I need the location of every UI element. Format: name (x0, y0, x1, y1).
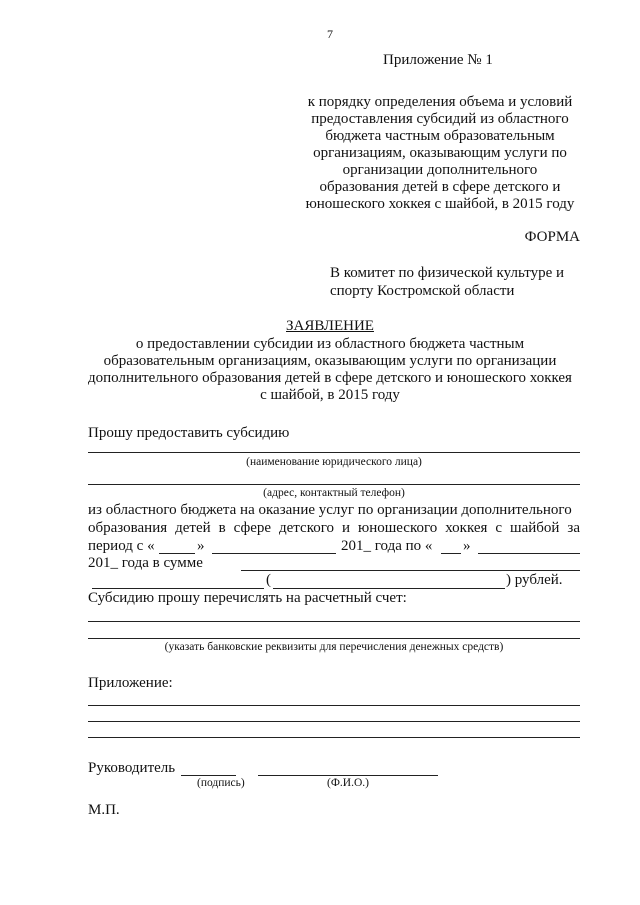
fio-blank[interactable] (258, 775, 438, 776)
addressee-line: В комитет по физической культуре и (330, 265, 565, 281)
name-line[interactable] (88, 452, 580, 453)
address-line[interactable] (88, 484, 580, 485)
fio-hint: (Ф.И.О.) (327, 777, 369, 789)
attachment-line-2[interactable] (88, 721, 580, 722)
sign-hint: (подпись) (197, 777, 245, 789)
attachment-line-1[interactable] (88, 705, 580, 706)
appendix-title: Приложение № 1 (383, 52, 493, 68)
form-label: ФОРМА (524, 229, 580, 245)
period-month-blank[interactable] (212, 553, 336, 554)
subtitle-line: о предоставлении субсидии из областного бюджета частным (135, 336, 525, 352)
word: хоккея (445, 520, 488, 536)
word: в (218, 520, 226, 536)
sum-close: ) рублей. (506, 572, 563, 588)
word: шайбой (510, 520, 560, 536)
stamp-label: М.П. (88, 802, 120, 818)
period-day-blank[interactable] (159, 553, 195, 554)
subtitle-line: с шайбой, в 2015 году (260, 387, 400, 403)
sum-amount-blank[interactable] (92, 588, 264, 589)
addressee-line: спорту Костромской области (330, 283, 515, 299)
appendix-line: организациям, оказывающим услуги по (313, 145, 567, 161)
appendix-line: предоставления субсидий из областного (311, 111, 569, 127)
appendix-line: образования детей в сфере детского и (319, 179, 561, 195)
sum-prefix: 201_ года в сумме (88, 555, 203, 571)
word: и (341, 520, 351, 536)
page-number: 7 (327, 27, 333, 41)
address-hint: (адрес, контактный телефон) (263, 487, 405, 499)
statement-title: ЗАЯВЛЕНИЕ (286, 318, 374, 334)
word: образования (88, 520, 168, 536)
name-hint: (наименование юридического лица) (246, 456, 422, 468)
appendix-line: к порядку определения объема и условий (307, 94, 573, 110)
subtitle-line: образовательным организациям, оказывающим услуги по организации (103, 353, 557, 369)
word: юношеского (357, 520, 438, 536)
appendix-line: юношеского хоккея с шайбой, в 2015 году (305, 196, 575, 212)
period-quote-1: » (197, 538, 205, 554)
period-month2-blank[interactable] (478, 553, 580, 554)
transfer-text: Субсидию прошу перечислять на расчетный счет: (88, 590, 407, 606)
word: с (495, 520, 503, 536)
period-start: период с « (88, 538, 155, 554)
subtitle-line: дополнительного образования детей в сфере детского и юношеского хоккея (88, 370, 572, 386)
attachment-line-3[interactable] (88, 737, 580, 738)
sum-line-1[interactable] (241, 570, 580, 571)
period-quote-2: » (463, 538, 471, 554)
word: за (567, 520, 580, 536)
request-text: Прошу предоставить субсидию (88, 425, 290, 441)
appendix-line: бюджета частным образовательным (325, 128, 555, 144)
bank-hint: (указать банковские реквизиты для перечисления денежных средств) (164, 641, 504, 653)
word: детей (175, 520, 211, 536)
appendix-line: организации дополнительного (342, 162, 538, 178)
period-day2-blank[interactable] (441, 553, 461, 554)
word: детского (279, 520, 335, 536)
para-line-1: из областного бюджета на оказание услуг по организации дополнительного (88, 502, 572, 518)
period-year-text: 201_ года по « (341, 538, 433, 554)
head-label: Руководитель (88, 760, 176, 776)
para-line-2 (88, 520, 580, 537)
word: сфере (233, 520, 272, 536)
sum-open: ( (266, 572, 271, 588)
bank-line-1[interactable] (88, 621, 580, 622)
signature-blank[interactable] (181, 775, 236, 776)
bank-line-2[interactable] (88, 638, 580, 639)
sum-words-blank[interactable] (273, 588, 505, 589)
attachment-label: Приложение: (88, 675, 173, 691)
